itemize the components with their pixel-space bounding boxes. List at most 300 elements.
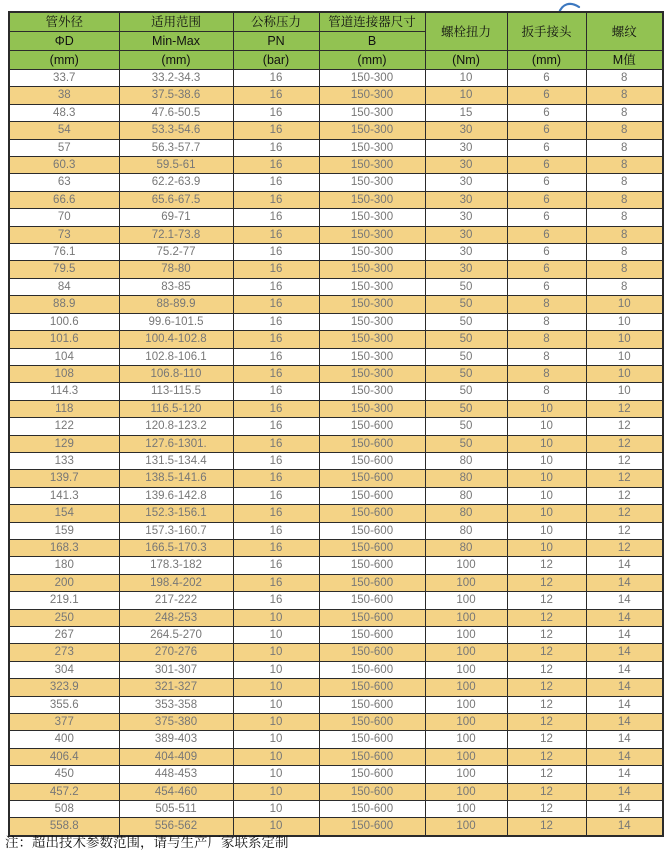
cell: 38 [9,87,119,104]
table-row [9,696,663,713]
cell: 16 [233,209,319,226]
cell: 12 [507,714,586,731]
table-row [9,383,663,400]
cell: 16 [233,592,319,609]
cell: 8 [586,209,663,226]
cell: 16 [233,383,319,400]
cell: 80 [425,452,507,469]
cell: 406.4 [9,748,119,765]
cell: 10 [507,418,586,435]
cell: 150-300 [319,226,425,243]
cell: 150-600 [319,679,425,696]
cell: 141.3 [9,487,119,504]
cell: 8 [507,383,586,400]
cell: 150-600 [319,818,425,836]
table-row [9,557,663,574]
subheader-pn: PN [233,32,319,51]
cell: 6 [507,70,586,87]
table-row [9,418,663,435]
header-wrench-size: 扳手接头 [507,12,586,51]
cell: 10 [425,87,507,104]
cell: 8 [586,87,663,104]
cell: 150-600 [319,644,425,661]
table-row [9,748,663,765]
cell: 100 [425,748,507,765]
cell: 14 [586,801,663,818]
header-applicable-range: 适用范围 [119,12,233,32]
cell: 8 [586,191,663,208]
header-bolt-torque: 螺栓扭力 [425,12,507,51]
cell: 80 [425,505,507,522]
cell: 448-453 [119,766,233,783]
cell: 12 [507,592,586,609]
cell: 375-380 [119,714,233,731]
unit-range-mm: (mm) [119,51,233,70]
table-row [9,679,663,696]
cell: 150-600 [319,696,425,713]
cell: 150-300 [319,87,425,104]
table-row [9,226,663,243]
cell: 14 [586,661,663,678]
cell: 377 [9,714,119,731]
cell: 154 [9,505,119,522]
cell: 14 [586,574,663,591]
cell: 16 [233,470,319,487]
cell: 14 [586,609,663,626]
table-row [9,400,663,417]
cell: 12 [586,539,663,556]
cell: 66.6 [9,191,119,208]
cell: 50 [425,313,507,330]
cell: 150-600 [319,661,425,678]
cell: 16 [233,122,319,139]
cell: 139.7 [9,470,119,487]
cell: 8 [586,278,663,295]
cell: 10 [233,748,319,765]
cell: 80 [425,470,507,487]
cell: 8 [586,244,663,261]
cell: 10 [507,522,586,539]
cell: 50 [425,331,507,348]
cell: 10 [507,505,586,522]
subheader-min-max: Min-Max [119,32,233,51]
cell: 16 [233,313,319,330]
cell: 12 [507,609,586,626]
cell: 355.6 [9,696,119,713]
cell: 556-562 [119,818,233,836]
cell: 73 [9,226,119,243]
cell: 104 [9,348,119,365]
cell: 12 [507,644,586,661]
cell: 150-300 [319,365,425,382]
cell: 80 [425,487,507,504]
cell: 16 [233,104,319,121]
cell: 150-600 [319,574,425,591]
cell: 10 [586,365,663,382]
cell: 106.8-110 [119,365,233,382]
cell: 200 [9,574,119,591]
cell: 150-300 [319,104,425,121]
table-row [9,801,663,818]
cell: 16 [233,226,319,243]
cell: 12 [507,731,586,748]
cell: 150-600 [319,470,425,487]
cell: 150-600 [319,783,425,800]
cell: 301-307 [119,661,233,678]
cell: 30 [425,157,507,174]
table-row [9,783,663,800]
cell: 14 [586,783,663,800]
cell: 16 [233,87,319,104]
cell: 168.3 [9,539,119,556]
cell: 150-600 [319,487,425,504]
cell: 16 [233,70,319,87]
cell: 8 [586,226,663,243]
cell: 10 [425,70,507,87]
cell: 57 [9,139,119,156]
cell: 56.3-57.7 [119,139,233,156]
cell: 150-300 [319,296,425,313]
cell: 10 [233,661,319,678]
cell: 12 [507,574,586,591]
cell: 16 [233,557,319,574]
cell: 63 [9,174,119,191]
cell: 8 [586,122,663,139]
cell: 14 [586,748,663,765]
cell: 14 [586,714,663,731]
cell: 14 [586,731,663,748]
cell: 6 [507,122,586,139]
cell: 47.6-50.5 [119,104,233,121]
cell: 150-600 [319,766,425,783]
cell: 16 [233,157,319,174]
header-row-1 [9,12,663,32]
cell: 10 [507,400,586,417]
cell: 6 [507,191,586,208]
cell: 10 [586,383,663,400]
cell: 150-600 [319,592,425,609]
cell: 50 [425,365,507,382]
cell: 79.5 [9,261,119,278]
cell: 100 [425,696,507,713]
cell: 10 [233,609,319,626]
cell: 72.1-73.8 [119,226,233,243]
cell: 16 [233,331,319,348]
cell: 16 [233,487,319,504]
cell: 80 [425,522,507,539]
cell: 166.5-170.3 [119,539,233,556]
cell: 138.5-141.6 [119,470,233,487]
cell: 273 [9,644,119,661]
header-row-3 [9,51,663,70]
cell: 150-300 [319,174,425,191]
cell: 65.6-67.5 [119,191,233,208]
cell: 150-600 [319,557,425,574]
cell: 53.3-54.6 [119,122,233,139]
cell: 129 [9,435,119,452]
cell: 75.2-77 [119,244,233,261]
table-header [9,12,663,70]
cell: 178.3-182 [119,557,233,574]
cell: 8 [586,174,663,191]
cell: 50 [425,278,507,295]
cell: 157.3-160.7 [119,522,233,539]
cell: 100.6 [9,313,119,330]
cell: 33.2-34.3 [119,70,233,87]
cell: 12 [507,679,586,696]
cell: 150-300 [319,383,425,400]
cell: 150-600 [319,435,425,452]
cell: 100 [425,783,507,800]
cell: 50 [425,383,507,400]
cell: 10 [586,313,663,330]
cell: 50 [425,400,507,417]
cell: 150-600 [319,505,425,522]
cell: 12 [507,818,586,836]
cell: 120.8-123.2 [119,418,233,435]
cell: 14 [586,557,663,574]
cell: 248-253 [119,609,233,626]
cell: 102.8-106.1 [119,348,233,365]
cell: 8 [507,348,586,365]
cell: 6 [507,209,586,226]
cell: 84 [9,278,119,295]
cell: 16 [233,139,319,156]
cell: 12 [586,452,663,469]
cell: 118 [9,400,119,417]
cell: 100 [425,818,507,836]
table-row [9,505,663,522]
table-row [9,244,663,261]
table-row [9,644,663,661]
cell: 10 [233,627,319,644]
cell: 8 [586,104,663,121]
cell: 16 [233,296,319,313]
cell: 60.3 [9,157,119,174]
cell: 15 [425,104,507,121]
cell: 12 [586,418,663,435]
cell: 116.5-120 [119,400,233,417]
cell: 505-511 [119,801,233,818]
header-connector-size: 管道连接器尺寸 [319,12,425,32]
cell: 69-71 [119,209,233,226]
cell: 108 [9,365,119,382]
cell: 100 [425,609,507,626]
cell: 133 [9,452,119,469]
cell: 6 [507,139,586,156]
cell: 100 [425,766,507,783]
cell: 100 [425,574,507,591]
cell: 50 [425,296,507,313]
table-row [9,731,663,748]
table-row [9,296,663,313]
cell: 12 [507,696,586,713]
cell: 150-300 [319,70,425,87]
cell: 30 [425,244,507,261]
cell: 150-300 [319,139,425,156]
unit-torque-nm: (Nm) [425,51,507,70]
cell: 50 [425,348,507,365]
cell: 88-89.9 [119,296,233,313]
unit-od-mm: (mm) [9,51,119,70]
cell: 16 [233,174,319,191]
cell: 83-85 [119,278,233,295]
table-row [9,313,663,330]
table-row [9,539,663,556]
cell: 8 [507,296,586,313]
cell: 6 [507,87,586,104]
table-row [9,470,663,487]
table-row [9,574,663,591]
cell: 80 [425,539,507,556]
cell: 8 [586,139,663,156]
cell: 16 [233,452,319,469]
table-row [9,592,663,609]
table-row [9,261,663,278]
unit-b-mm: (mm) [319,51,425,70]
cell: 10 [507,470,586,487]
cell: 150-300 [319,122,425,139]
cell: 131.5-134.4 [119,452,233,469]
cell: 50 [425,435,507,452]
table-row [9,278,663,295]
table-row [9,122,663,139]
cell: 14 [586,627,663,644]
cell: 219.1 [9,592,119,609]
cell: 10 [586,296,663,313]
footnote: 注：超出技术参数范围，请与生产厂家联系定制 [5,835,289,850]
cell: 12 [507,557,586,574]
cell: 59.5-61 [119,157,233,174]
cell: 100 [425,661,507,678]
table-row [9,365,663,382]
table-row [9,766,663,783]
cell: 321-327 [119,679,233,696]
cell: 150-300 [319,400,425,417]
cell: 150-300 [319,244,425,261]
cell: 16 [233,365,319,382]
cell: 100.4-102.8 [119,331,233,348]
cell: 100 [425,592,507,609]
cell: 16 [233,261,319,278]
table-row [9,157,663,174]
cell: 16 [233,418,319,435]
cell: 10 [233,679,319,696]
cell: 16 [233,191,319,208]
cell: 114.3 [9,383,119,400]
cell: 150-600 [319,609,425,626]
cell: 10 [507,452,586,469]
cell: 8 [586,261,663,278]
cell: 10 [233,766,319,783]
cell: 353-358 [119,696,233,713]
cell: 16 [233,244,319,261]
header-outer-diameter: 管外径 [9,12,119,32]
cell: 150-600 [319,731,425,748]
cell: 150-300 [319,313,425,330]
table-row [9,70,663,87]
cell: 150-600 [319,748,425,765]
cell: 10 [233,714,319,731]
cell: 12 [586,435,663,452]
header-thread: 螺纹 [586,12,663,51]
cell: 10 [586,348,663,365]
cell: 150-300 [319,278,425,295]
cell: 264.5-270 [119,627,233,644]
unit-thread-m: M值 [586,51,663,70]
cell: 250 [9,609,119,626]
cell: 37.5-38.6 [119,87,233,104]
table-row [9,627,663,644]
cell: 12 [507,783,586,800]
cell: 150-600 [319,418,425,435]
cell: 70 [9,209,119,226]
cell: 100 [425,731,507,748]
cell: 12 [586,470,663,487]
table-row [9,174,663,191]
cell: 78-80 [119,261,233,278]
cell: 10 [586,331,663,348]
table-row [9,452,663,469]
cell: 14 [586,766,663,783]
cell: 127.6-1301. [119,435,233,452]
cell: 30 [425,191,507,208]
cell: 30 [425,174,507,191]
cell: 150-600 [319,714,425,731]
table-row [9,348,663,365]
cell: 14 [586,818,663,836]
cell: 12 [586,505,663,522]
cell: 16 [233,400,319,417]
cell: 8 [586,157,663,174]
cell: 150-600 [319,452,425,469]
cell: 16 [233,278,319,295]
cell: 16 [233,539,319,556]
cell: 6 [507,157,586,174]
cell: 10 [507,487,586,504]
cell: 12 [507,627,586,644]
cell: 33.7 [9,70,119,87]
cell: 150-600 [319,539,425,556]
cell: 100 [425,627,507,644]
cell: 100 [425,557,507,574]
cell: 14 [586,592,663,609]
cell: 99.6-101.5 [119,313,233,330]
cell: 30 [425,261,507,278]
table-row [9,331,663,348]
table-row [9,661,663,678]
table-body [9,70,663,836]
subheader-b: B [319,32,425,51]
cell: 122 [9,418,119,435]
table-row [9,487,663,504]
cell: 217-222 [119,592,233,609]
cell: 10 [507,539,586,556]
cell: 150-300 [319,191,425,208]
pipe-coupling-spec-table [8,11,664,837]
cell: 10 [233,644,319,661]
cell: 12 [507,766,586,783]
cell: 10 [233,818,319,836]
table-row [9,191,663,208]
cell: 30 [425,139,507,156]
cell: 150-300 [319,331,425,348]
cell: 62.2-63.9 [119,174,233,191]
cell: 54 [9,122,119,139]
cell: 8 [586,70,663,87]
cell: 12 [586,400,663,417]
cell: 6 [507,226,586,243]
